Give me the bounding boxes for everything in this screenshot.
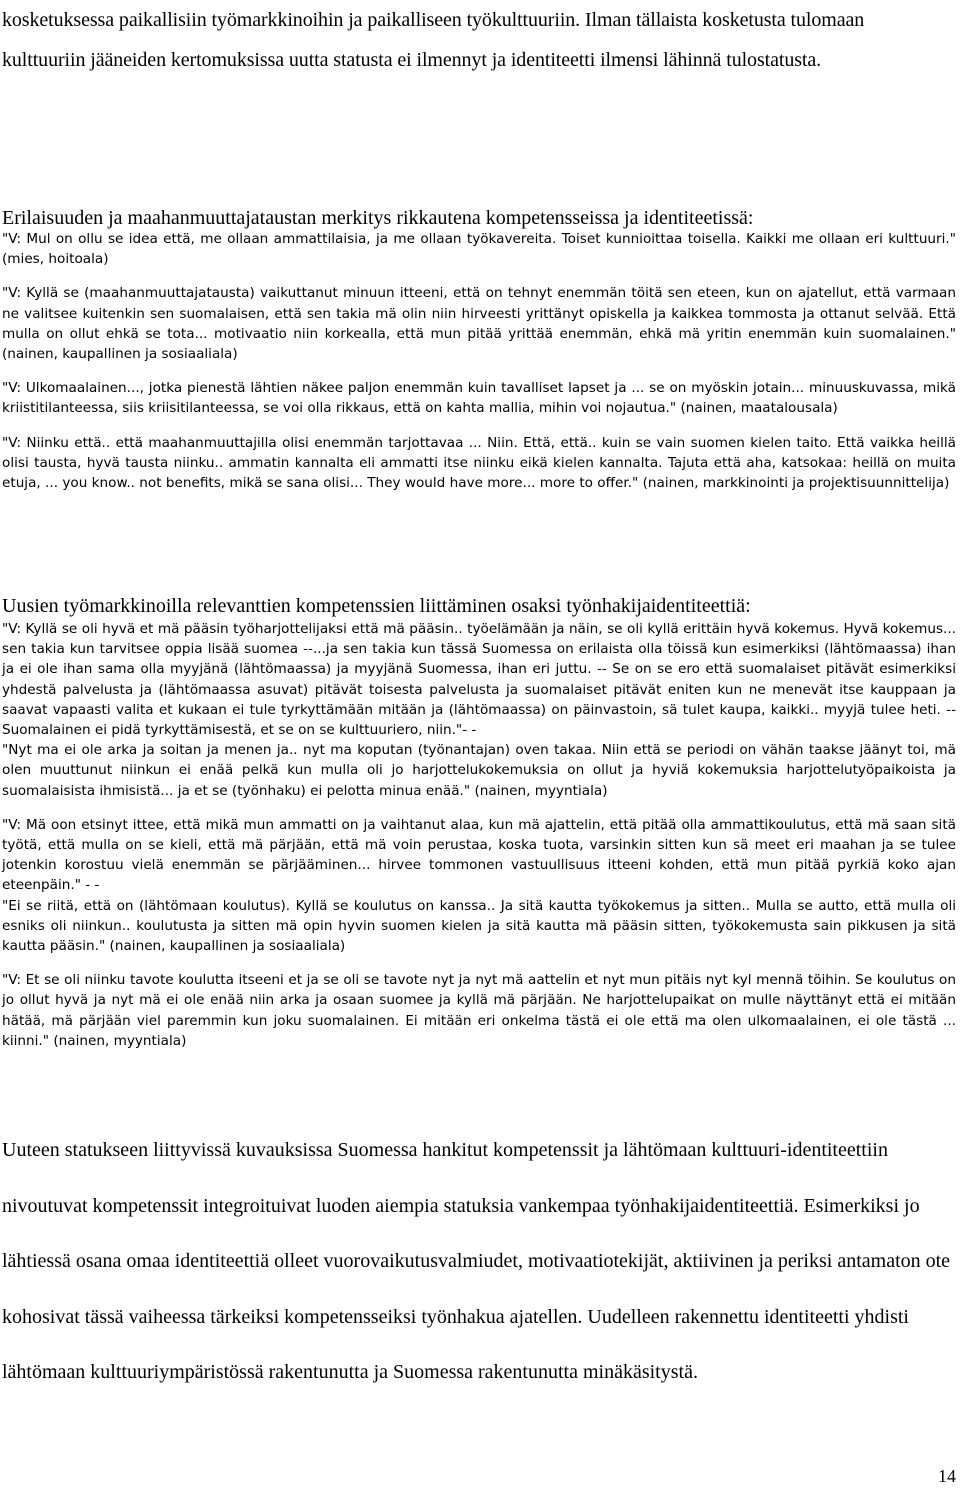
quote-block: "V: Kyllä se (maahanmuuttajatausta) vaikuttanut minuun itteeni, että on tehnyt enemmän töitä sen eteen, kun on ajatellut, että varmaan ne valitsee kuitenkin sen suomalaisen, että sen takia mä olin niin hirveesti yrittänyt opiskella ja kaikkea tommosta ja ottanut selvää. Että mulla on ollut ehkä se tota... motivaatio niin korkealla, että mun pitää yrittää enemmän, ehkä mä yritin enemmän kuin suomalainen." (nainen, kaupallinen ja sosiaaliala) [2, 285, 956, 363]
quote-block: "V: Mul on ollu se idea että, me ollaan ammattilaisia, ja me ollaan työkavereita. Toiset kunnioittaa toisella. Kaikki me ollaan eri kulttuuri." (mies, hoitoala) [2, 231, 956, 268]
closing-paragraph [2, 1123, 952, 1401]
closing-text: Uuteen statukseen liittyvissä kuvauksissa Suomessa hankitut kompetenssit ja lähtömaan kulttuuri-identiteettiin nivoutuvat kompetenssit integroituivat luoden aiempia statuksia vankempaa työnhakijaidentiteettiä. Esimerkiksi jo lähtiessä osana omaa identiteettiä olleet vuorovaikutusvalmiudet, motivaatiotekijät, aktiivinen ja periksi antamaton ote kohosivat tässä vaiheessa tärkeiksi kompetensseiksi työnhakua ajatellen. Uudelleen rakennettu identiteetti yhdisti lähtömaan kulttuuriympäristössä rakentunutta ja Suomessa rakentunutta minäkäsitystä. [2, 1139, 951, 1384]
quote-block: "V: Niinku että.. että maahanmuuttajilla olisi enemmän tarjottavaa ... Niin. Että, että.. kuin se vain suomen kielen taito. Että vaikka heillä olisi tausta, hyvä tausta niinku.. ammatin kannalta eli ammatti itse niinku eikä kielen kannalta. Tajuta että aha, katsokaa: heillä on muita etuja, ... you know.. not benefits, mikä se sana olisi... They would have more... more to offer." (nainen, markkinointi ja projektisuunnittelija) [2, 434, 956, 492]
section1-quotes [2, 229, 956, 507]
quote-block: "V: Kyllä se oli hyvä et mä pääsin työharjottelijaksi että mä pääsin.. työelämään ja näin, se oli kyllä erittäin hyvä kokemus. Hyvä kokemus... sen takia kun tarvitsee oppia lisää suomea --...ja sen takia kun tässä Suomessa on erilaista olla töissä kun esimerkiksi (lähtömaassa) ihan ja ei ole ihan sama olla myyjänä (lähtömaassa) ja myyjänä Suomessa, ihan eri juttu. -- Se on se ero että suomalaiset pitävät esimerkiksi yhdestä palvelusta ja (lähtömaassa asuvat) pitävät toisesta palvelusta ja suomalaiset pitävät eniten kun ne menevät itse kauppaan ja saavat vapaasti valita et kukaan ei tule tyrkyttämään mitään ja (lähtömaassa) on päinvastoin, sä tulet kaupa, kaikki.. myyjä tulee heti. -- Suomalainen ei pidä tyrkyttämisestä, et se on se kulttuuriero, niin."- - "Nyt ma ei ole arka ja soitan ja menen ja.. nyt ma koputan (työnantajan) oven takaa. Niin että se periodi on vähän taakse jäänyt toi, mä olen muuttunut niinkun ei enää pelkä kun mulla oli jo harjottelukokemuksia on ollut ja hyviä kokemuksia harjottelutyöpaikoista ja suomalaisista ihmisistä... ja et se (työnhaku) ei pelotta minua enää." (nainen, myyntiala) [2, 621, 956, 799]
section-heading-competences: Uusien työmarkkinoilla relevanttien kompetenssien liittäminen osaksi työnhakijaidentiteettiä: [2, 595, 751, 617]
intro-paragraph [2, 0, 952, 80]
quote-block: "V: Ulkomaalainen..., jotka pienestä lähtien näkee paljon enemmän kuin tavalliset lapset ja ... se on myöskin jotain... minuuskuvassa, mikä kriistitilanteessa, siis kriisitilanteessa, se voi olla rikkaus, että on kahta mallia, mihin voi nojautua." (nainen, maatalousala) [2, 380, 956, 417]
section-heading-diversity: Erilaisuuden ja maahanmuuttajataustan merkitys rikkautena kompetensseissa ja identiteetissä: [2, 207, 754, 229]
intro-text: kosketuksessa paikallisiin työmarkkinoihin ja paikalliseen työkulttuuriin. Ilman tällaista kosketusta tulomaan kulttuuriin jääneiden kertomuksissa uutta statusta ei ilmennyt ja identiteetti ilmensi lähinnä tulostatusta. [2, 9, 865, 71]
page-number: 14 [938, 1466, 956, 1486]
section2-quotes [2, 619, 956, 1065]
quote-block: "V: Mä oon etsinyt ittee, että mikä mun ammatti on ja vaihtanut alaa, kun mä ajattelin, että pitää olla ammattikoulutus, että mä saan sitä työtä, että mulla on se kieli, että mä pärjään, että mä voin perustaa, koska tuota, varsinkin sitten kun sä meet eri maahan ja se tulee jotenkin korostuu vielä enemmän se pärjääminen... hirvee tommonen vastuullisuus itteeni kohden, että mun pitää pyrkiä koko ajan eteenpäin." - - "Ei se riitä, että on (lähtömaan koulutus). Kyllä se koulutus on kanssa.. Ja sitä kautta työkokemus ja sitten.. Mulla se autto, että mulla oli esniks oli niinkun.. koulutusta ja sitten mä opin hyvin suomen kielen ja sitä kautta mä pääsin sitten, työkokemusta sain pikkusen ja sitä kautta pääsin." (nainen, kaupallinen ja sosiaaliala) [2, 816, 956, 955]
quote-block: "V: Et se oli niinku tavote koulutta itseeni et ja se oli se tavote nyt ja nyt mä aattelin et nyt mun pitäis nyt kyl mennä töihin. Se koulutus on jo ollut hyvä ja nyt mä ei ole enää niin arka ja osaan suomee ja kyllä mä pärjään. Ne harjottelupaikat on mulle näyttänyt että ei mitään hätää, mä pärjään viel paremmin kun joku suomalainen. Ei mitään eri onkelma tästä ei ole että ma olen ulkomaalainen, ei ole tästä ... kiinni." (nainen, myyntiala) [2, 972, 956, 1049]
